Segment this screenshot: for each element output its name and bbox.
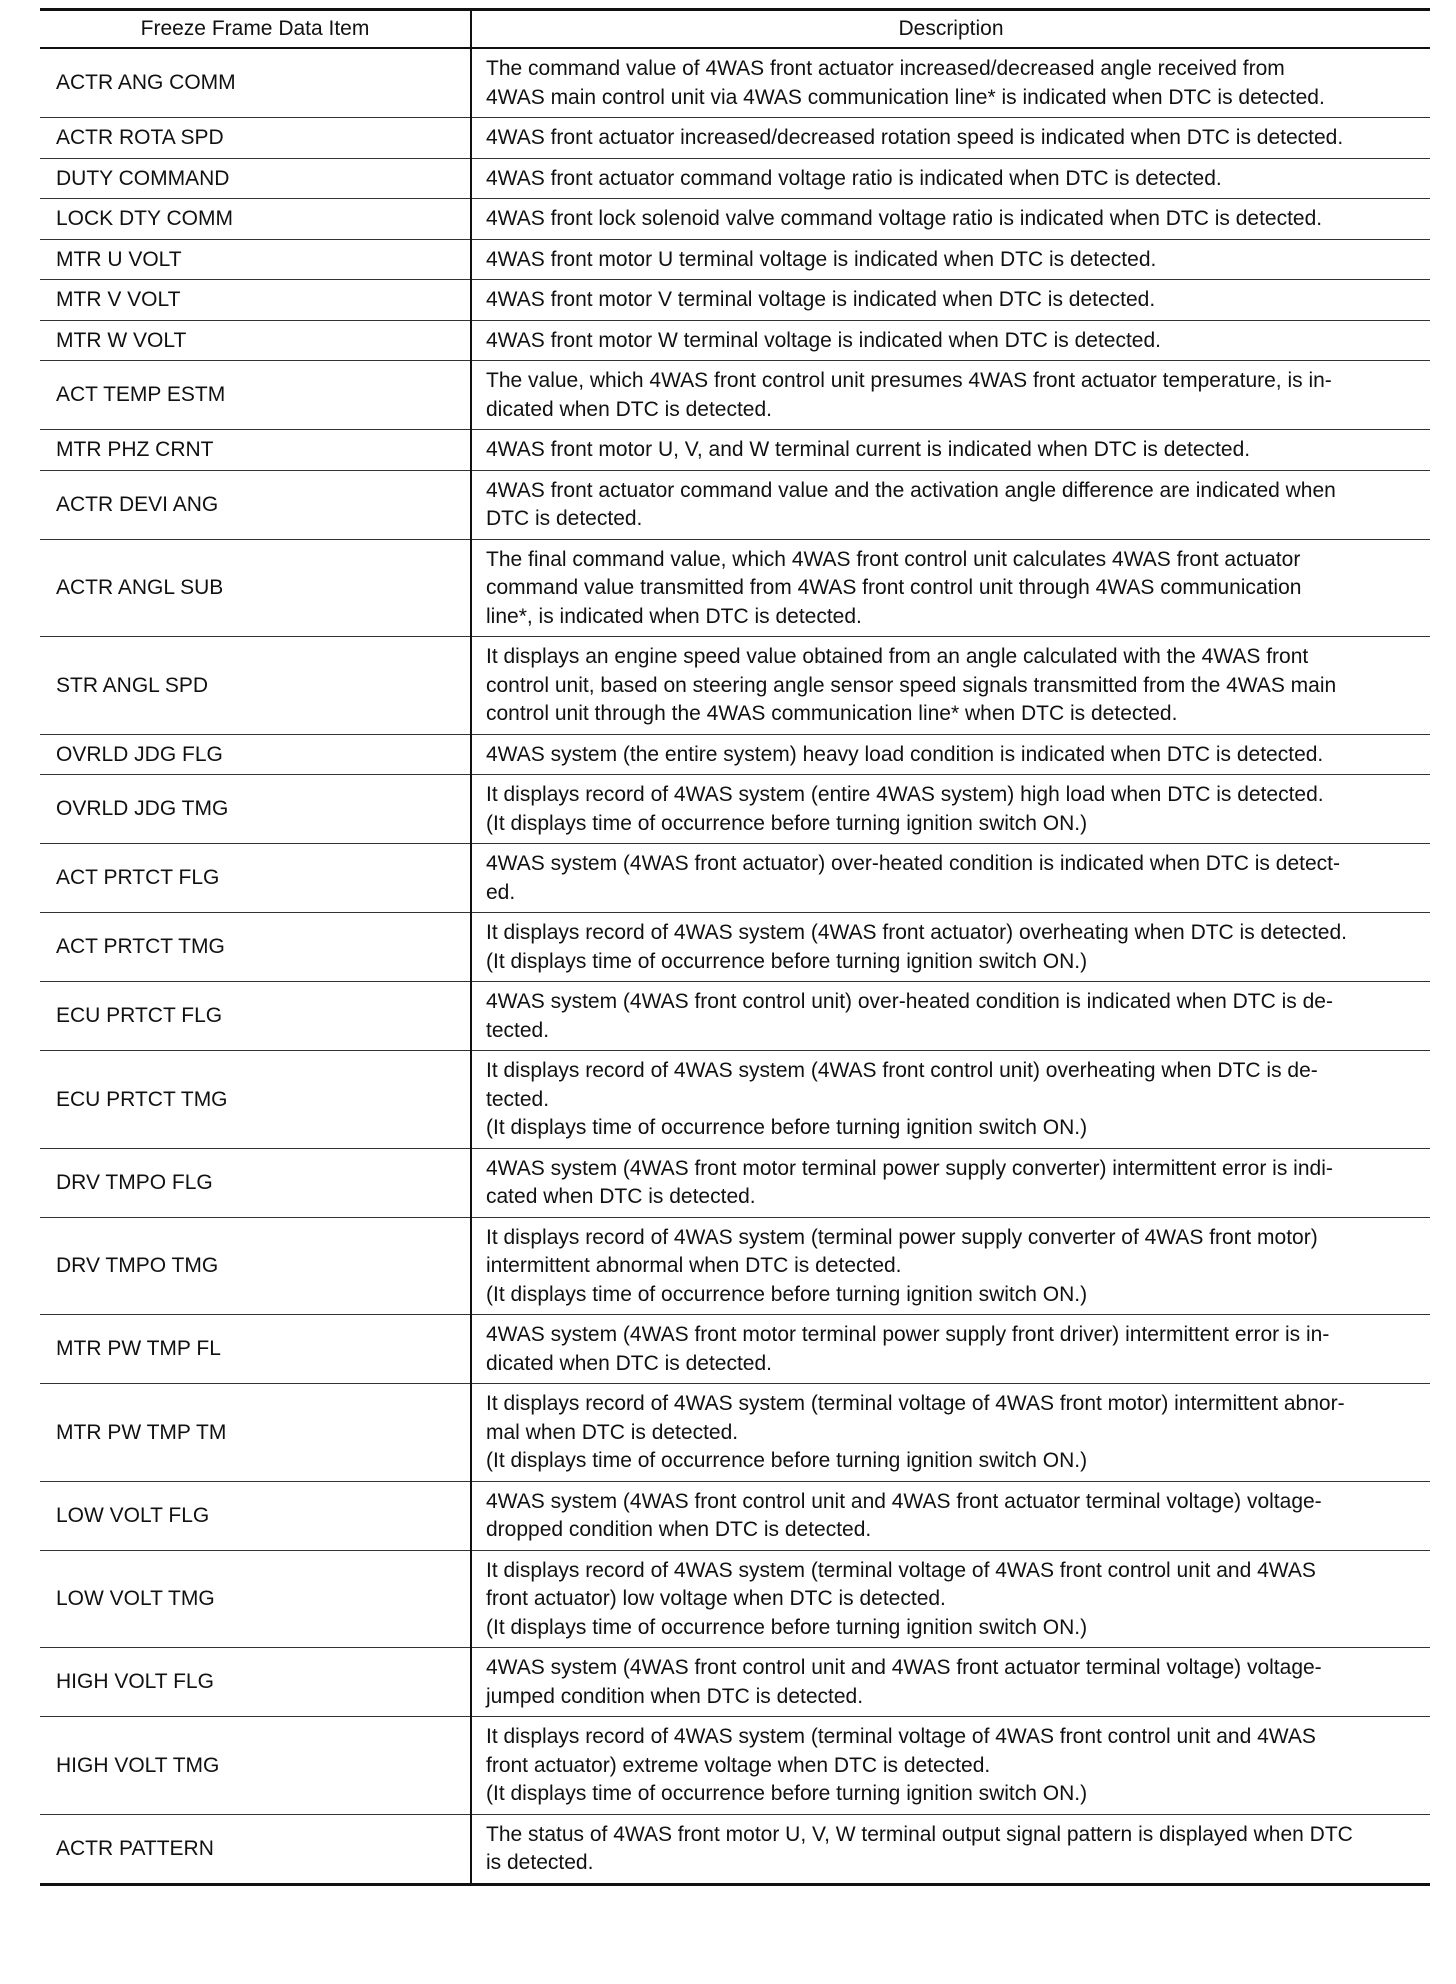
freeze-frame-description: 4WAS system (the entire system) heavy load condition is indicated when DTC is detected. xyxy=(471,734,1430,775)
freeze-frame-description: 4WAS front motor V terminal voltage is indicated when DTC is detected. xyxy=(471,280,1430,321)
freeze-frame-item: ACT PRTCT TMG xyxy=(40,913,471,982)
table-row xyxy=(40,637,1430,735)
freeze-frame-item: MTR V VOLT xyxy=(40,280,471,321)
freeze-frame-description: The command value of 4WAS front actuator increased/decreased angle received from 4WAS main control unit via 4WAS communication line* is indicated when DTC is detected. xyxy=(471,48,1430,118)
table-row xyxy=(40,430,1430,471)
freeze-frame-item: ACT PRTCT FLG xyxy=(40,844,471,913)
freeze-frame-description: 4WAS system (4WAS front actuator) over-heated condition is indicated when DTC is detect- ed. xyxy=(471,844,1430,913)
table-row xyxy=(40,470,1430,539)
freeze-frame-item: DRV TMPO TMG xyxy=(40,1217,471,1315)
freeze-frame-description: 4WAS system (4WAS front motor terminal power supply front driver) intermittent error is in- dicated when DTC is detected. xyxy=(471,1315,1430,1384)
freeze-frame-item: STR ANGL SPD xyxy=(40,637,471,735)
table-row xyxy=(40,1814,1430,1884)
freeze-frame-item: ECU PRTCT FLG xyxy=(40,982,471,1051)
freeze-frame-item: ACTR ANGL SUB xyxy=(40,539,471,637)
freeze-frame-item: DUTY COMMAND xyxy=(40,158,471,199)
table-body xyxy=(40,48,1430,1884)
table-row xyxy=(40,1481,1430,1550)
freeze-frame-data-table xyxy=(40,8,1430,1886)
freeze-frame-description: It displays an engine speed value obtained from an angle calculated with the 4WAS front control unit, based on steering angle sensor speed signals transmitted from the 4WAS main control unit through the 4WAS communication line* when DTC is detected. xyxy=(471,637,1430,735)
table-row xyxy=(40,48,1430,118)
freeze-frame-description: It displays record of 4WAS system (4WAS front control unit) overheating when DTC is de- tected. (It displays time of occurrence before turning ignition switch ON.) xyxy=(471,1051,1430,1149)
freeze-frame-table-container xyxy=(40,8,1430,1886)
freeze-frame-item: MTR PHZ CRNT xyxy=(40,430,471,471)
freeze-frame-item: OVRLD JDG FLG xyxy=(40,734,471,775)
freeze-frame-description: 4WAS front motor W terminal voltage is indicated when DTC is detected. xyxy=(471,320,1430,361)
freeze-frame-item: ACTR DEVI ANG xyxy=(40,470,471,539)
freeze-frame-item: ACTR PATTERN xyxy=(40,1814,471,1884)
table-row xyxy=(40,280,1430,321)
freeze-frame-item: LOCK DTY COMM xyxy=(40,199,471,240)
table-row xyxy=(40,239,1430,280)
table-row xyxy=(40,982,1430,1051)
freeze-frame-item: MTR PW TMP FL xyxy=(40,1315,471,1384)
table-row xyxy=(40,775,1430,844)
table-row xyxy=(40,199,1430,240)
table-row xyxy=(40,1717,1430,1815)
freeze-frame-description: 4WAS front actuator command value and the activation angle difference are indicated when DTC is detected. xyxy=(471,470,1430,539)
table-row xyxy=(40,1051,1430,1149)
table-row xyxy=(40,1217,1430,1315)
freeze-frame-description: 4WAS front actuator increased/decreased rotation speed is indicated when DTC is detected. xyxy=(471,118,1430,159)
freeze-frame-item: DRV TMPO FLG xyxy=(40,1148,471,1217)
freeze-frame-description: The status of 4WAS front motor U, V, W terminal output signal pattern is displayed when DTC is detected. xyxy=(471,1814,1430,1884)
freeze-frame-item: LOW VOLT FLG xyxy=(40,1481,471,1550)
freeze-frame-item: HIGH VOLT TMG xyxy=(40,1717,471,1815)
freeze-frame-description: 4WAS front actuator command voltage ratio is indicated when DTC is detected. xyxy=(471,158,1430,199)
freeze-frame-description: 4WAS front motor U, V, and W terminal current is indicated when DTC is detected. xyxy=(471,430,1430,471)
table-row xyxy=(40,1148,1430,1217)
freeze-frame-item: MTR U VOLT xyxy=(40,239,471,280)
freeze-frame-description: It displays record of 4WAS system (terminal power supply converter of 4WAS front motor) intermittent abnormal when DTC is detected. (It displays time of occurrence before turning ignition switch ON.) xyxy=(471,1217,1430,1315)
table-row xyxy=(40,913,1430,982)
freeze-frame-description: 4WAS system (4WAS front control unit) over-heated condition is indicated when DTC is de- tected. xyxy=(471,982,1430,1051)
freeze-frame-description: 4WAS system (4WAS front motor terminal power supply converter) intermittent error is indi- cated when DTC is detected. xyxy=(471,1148,1430,1217)
table-header xyxy=(40,10,1430,49)
table-row xyxy=(40,1648,1430,1717)
freeze-frame-description: It displays record of 4WAS system (entire 4WAS system) high load when DTC is detected. (It displays time of occurrence before turning ignition switch ON.) xyxy=(471,775,1430,844)
table-row xyxy=(40,1550,1430,1648)
column-header-description: Description xyxy=(471,10,1430,49)
freeze-frame-description: 4WAS front motor U terminal voltage is indicated when DTC is detected. xyxy=(471,239,1430,280)
table-header-row xyxy=(40,10,1430,49)
freeze-frame-description: It displays record of 4WAS system (terminal voltage of 4WAS front control unit and 4WAS front actuator) low voltage when DTC is detected. (It displays time of occurrence before turning ignition switch ON.) xyxy=(471,1550,1430,1648)
freeze-frame-description: The final command value, which 4WAS front control unit calculates 4WAS front actuator command value transmitted from 4WAS front control unit through 4WAS communication line*, is indicated when DTC is detected. xyxy=(471,539,1430,637)
freeze-frame-description: It displays record of 4WAS system (4WAS front actuator) overheating when DTC is detected. (It displays time of occurrence before turning ignition switch ON.) xyxy=(471,913,1430,982)
freeze-frame-item: ACT TEMP ESTM xyxy=(40,361,471,430)
table-row xyxy=(40,158,1430,199)
table-row xyxy=(40,361,1430,430)
freeze-frame-description: It displays record of 4WAS system (terminal voltage of 4WAS front control unit and 4WAS front actuator) extreme voltage when DTC is detected. (It displays time of occurrence before turning ignition switch ON.) xyxy=(471,1717,1430,1815)
freeze-frame-item: HIGH VOLT FLG xyxy=(40,1648,471,1717)
freeze-frame-description: 4WAS system (4WAS front control unit and 4WAS front actuator terminal voltage) voltage- dropped condition when DTC is detected. xyxy=(471,1481,1430,1550)
freeze-frame-item: ECU PRTCT TMG xyxy=(40,1051,471,1149)
table-row xyxy=(40,118,1430,159)
freeze-frame-description: 4WAS front lock solenoid valve command voltage ratio is indicated when DTC is detected. xyxy=(471,199,1430,240)
freeze-frame-description: It displays record of 4WAS system (terminal voltage of 4WAS front motor) intermittent abnor- mal when DTC is detected. (It displays time of occurrence before turning ignition switch ON.) xyxy=(471,1384,1430,1482)
freeze-frame-item: MTR PW TMP TM xyxy=(40,1384,471,1482)
freeze-frame-item: MTR W VOLT xyxy=(40,320,471,361)
table-row xyxy=(40,1315,1430,1384)
freeze-frame-item: LOW VOLT TMG xyxy=(40,1550,471,1648)
table-row xyxy=(40,320,1430,361)
freeze-frame-item: ACTR ROTA SPD xyxy=(40,118,471,159)
freeze-frame-description: 4WAS system (4WAS front control unit and 4WAS front actuator terminal voltage) voltage- jumped condition when DTC is detected. xyxy=(471,1648,1430,1717)
column-header-item: Freeze Frame Data Item xyxy=(40,10,471,49)
table-row xyxy=(40,734,1430,775)
table-row xyxy=(40,539,1430,637)
freeze-frame-description: The value, which 4WAS front control unit presumes 4WAS front actuator temperature, is in- dicated when DTC is detected. xyxy=(471,361,1430,430)
freeze-frame-item: OVRLD JDG TMG xyxy=(40,775,471,844)
freeze-frame-item: ACTR ANG COMM xyxy=(40,48,471,118)
table-row xyxy=(40,1384,1430,1482)
table-row xyxy=(40,844,1430,913)
